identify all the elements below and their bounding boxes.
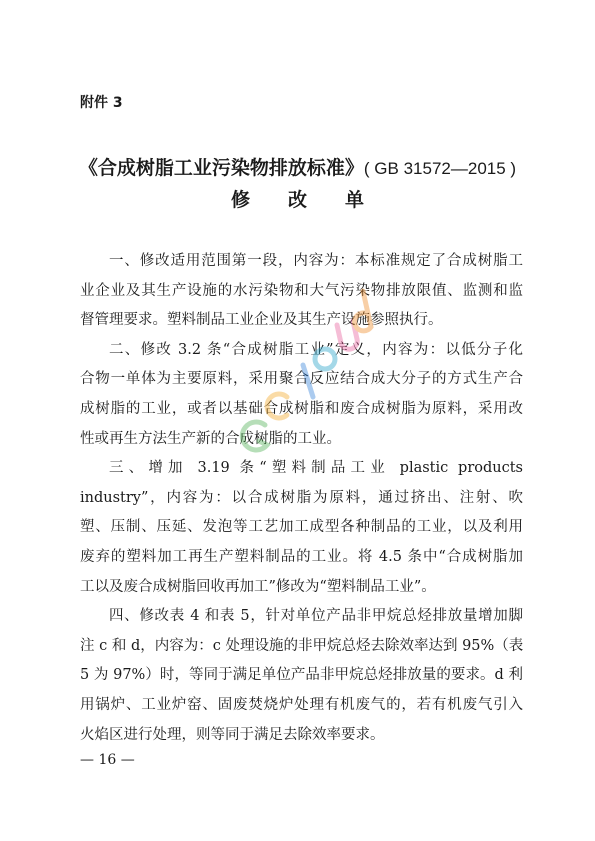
document-title: [0, 156, 595, 182]
standard-name: 《合成树脂工业污染物排放标准》: [78, 157, 364, 179]
document-body: [80, 247, 523, 750]
paragraph-line: 三、增加 3.19 条“塑料制品工业 plastic products: [109, 460, 523, 477]
paragraph-line: 注 c 和 d，内容为：c 处理设施的非甲烷总烃去除效率达到 95%（表: [80, 637, 524, 654]
paragraph-line: industry”，内容为：以合成树脂为原料，通过挤出、注射、吹: [80, 489, 523, 506]
standard-code: ( GB 31572—2015 ): [363, 159, 517, 178]
paragraph-line: 用锅炉、工业炉窑、固废焚烧炉处理有机废气的，若有机废气引入: [80, 696, 523, 713]
paragraph-4: [80, 602, 523, 750]
document-subtitle: 修改单: [230, 189, 402, 211]
paragraph-line: 一、修改适用范围第一段，内容为：本标准规定了合成树脂工: [109, 253, 523, 269]
paragraph-line: 四、修改表 4 和表 5，针对单位产品非甲烷总烃排放量增加脚: [109, 608, 523, 625]
page-number: — 16 —: [80, 752, 135, 768]
paragraph-line: 督管理要求。塑料制品工业企业及其生产设施参照执行。: [80, 312, 443, 329]
paragraph-line: 5 为 97%）时，等同于满足单位产品非甲烷总烃排放量的要求。d 利: [80, 667, 523, 684]
paragraph-line: 工以及废合成树脂回收再加工”修改为“塑料制品工业”。: [80, 578, 436, 595]
paragraph-line: 塑、压制、压延、发泡等工艺加工成型各种制品的工业，以及利用: [80, 519, 523, 536]
paragraph-line: 废弃的塑料加工再生产塑料制品的工业。将 4.5 条中“合成树脂加: [80, 548, 523, 565]
paragraph-line: 合物一单体为主要原料，采用聚合反应结合成大分子的方式生产合: [80, 371, 523, 388]
attachment-label: 附件 3: [80, 95, 123, 111]
paragraph-line: 火焰区进行处理，则等同于满足去除效率要求。: [80, 726, 385, 743]
paragraph-2: [80, 336, 523, 454]
paragraph-3: [80, 454, 523, 602]
paragraph-line: 性或再生方法生产新的合成树脂的工业。: [80, 430, 341, 447]
paragraph-line: 成树脂的工业，或者以基础合成树脂和废合成树脂为原料，采用改: [80, 400, 523, 417]
paragraph-1: [80, 247, 523, 336]
paragraph-line: 业企业及其生产设施的水污染物和大气污染物排放限值、监测和监: [80, 282, 523, 299]
paragraph-line: 二、修改 3.2 条“合成树脂工业”定义，内容为：以低分子化: [109, 341, 523, 358]
